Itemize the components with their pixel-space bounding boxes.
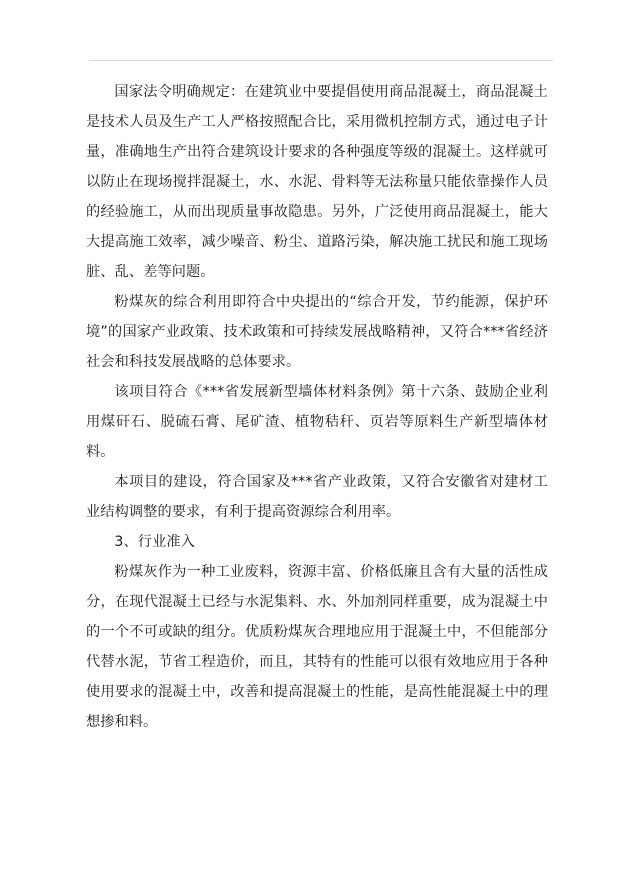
document-body: [86, 77, 548, 737]
paragraph-fly-ash-policy: 粉煤灰的综合利用即符合中央提出的“综合开发，节约能源，保护环境”的国家产业政策、技术政策和可持续发展战略精神，又符合***省经济社会和科技发展战略的总体要求。: [86, 294, 548, 370]
paragraph-fly-ash-usage: 粉煤灰作为一种工业废料，资源丰富、价格低廉且含有大量的活性成分，在现代混凝土已经与水泥集料、水、外加剂同样重要，成为混凝土中的一个不可或缺的组分。优质粉煤灰合理地应用于混凝土中，不但能部分代替水泥，节省工程造价，而且，其特有的性能可以很有效地应用于各种使用要求的混凝土中，改善和提高混凝土的性能，是高性能混凝土中的理想掺和料。: [86, 564, 548, 730]
paragraph-commercial-concrete: 国家法令明确规定：在建筑业中要提倡使用商品混凝土，商品混凝土是技术人员及生产工人严格按照配合比，采用微机控制方式，通过电子计量，准确地生产出符合建筑设计要求的各种强度等级的混凝土。这样就可以防止在现场搅拌混凝土，水、水泥、骨料等无法称量只能依靠操作人员的经验施工，从而出现质量事故隐患。另外，广泛使用商品混凝土，能大大提高施工效率，减少噪音、粉尘、道路污染，解决施工扰民和施工现场脏、乱、差等问题。: [86, 84, 548, 280]
paragraph-project-compliance: 本项目的建设，符合国家及***省产业政策，又符合安徽省对建材工业结构调整的要求，有利于提高资源综合利用率。: [86, 474, 548, 520]
section-heading-industry-access: 3、行业准入: [114, 534, 195, 550]
header-divider: [89, 60, 553, 61]
paragraph-wall-materials: 该项目符合《***省发展新型墙体材料条例》第十六条、鼓励企业利用煤矸石、脱硫石膏、尾矿渣、植物秸秆、页岩等原料生产新型墙体材料。: [86, 384, 548, 460]
